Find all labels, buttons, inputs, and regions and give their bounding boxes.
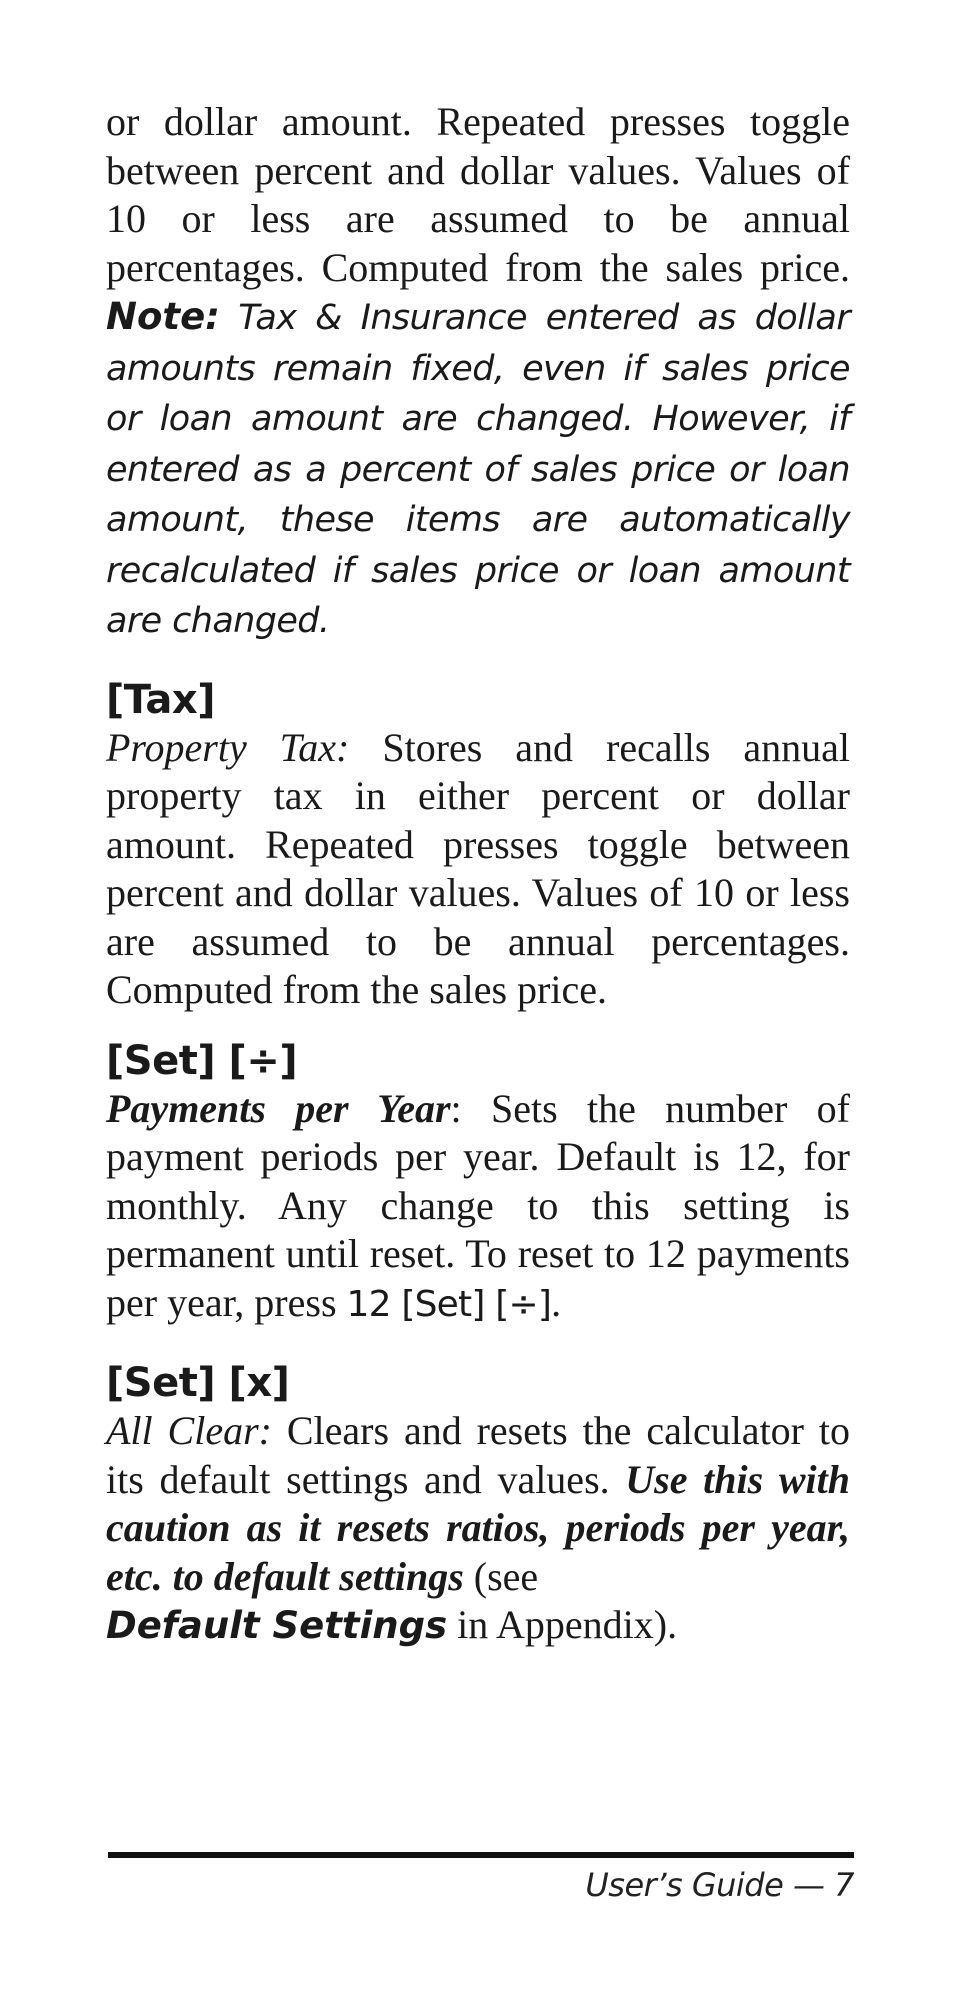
payments-text: : Sets the number of payment periods per year. Default is 12, for monthly. Any change to this setting is permanent until reset. To reset to 12 payments per year, press (106, 1085, 850, 1325)
allclear-heading: [Set] [x] (106, 1360, 290, 1406)
tax-heading: [Tax] (106, 676, 215, 723)
note-label: Note: (106, 295, 220, 338)
allclear-text: Clears and resets the calculator to its default settings and values. (106, 1408, 850, 1502)
intro-text: or dollar amount. Repeated presses toggle between percent and dollar values. Values of 10 or less are assumed to be annual percentages. Computed from the sales price. (106, 99, 850, 290)
allclear-see-close: in Appendix). (457, 1602, 678, 1647)
payments-term: Payments per Year (106, 1085, 451, 1131)
payments-heading: [Set] [÷] (106, 1037, 298, 1084)
default-settings-link[interactable]: Default Settings (106, 1604, 448, 1647)
payments-keys: 12 [Set] [÷] (346, 1283, 552, 1325)
footer-page-label: User’s Guide — 7 (585, 1866, 854, 1904)
tax-term: Property Tax: (106, 724, 350, 770)
allclear-term: All Clear: (106, 1408, 272, 1453)
page-content (106, 98, 850, 1651)
note-text: Tax & Insurance entered as dollar amounts remain fixed, even if sales price or loan amount are changed. However, if entered as a percent of sales price or loan amount, these items are automatically recalculated if sales price or loan amount are changed. (106, 298, 851, 641)
allclear-caution: Use this with caution as it resets ratios, periods per year, etc. to default settings (106, 1456, 851, 1599)
allclear-paragraph (106, 1407, 850, 1651)
intro-paragraph (106, 98, 850, 646)
footer-rule (108, 1852, 854, 1858)
payments-paragraph (106, 1085, 850, 1330)
allclear-see-open: (see (473, 1553, 539, 1599)
tax-paragraph (106, 724, 850, 1015)
payments-end: . (551, 1279, 562, 1325)
tax-text: Stores and recalls annual property tax in either percent or dollar amount. Repeated presses toggle between percent and dollar values. Values of 10 or less are assumed to be annual percentages. Computed from the sales price. (106, 724, 851, 1012)
